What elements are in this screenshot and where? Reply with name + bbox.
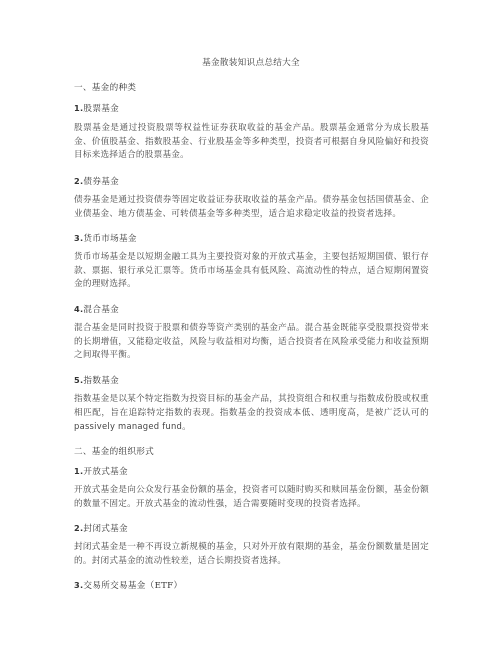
item-title: 混合基金 <box>83 305 119 315</box>
section-heading: 二、基金的组织形式 <box>74 447 155 457</box>
paragraph-text: 指数基金是以某个特定指数为投资目标的基金产品，其投资组合和权重与指数成份股或权重相匹配，旨在追踪特定指数的表现。指数基金的投资成本低、透明度高，是被广泛认可的 <box>74 394 429 418</box>
item-paragraph: 股票基金是通过投资股票等权益性证券获取收益的基金产品。股票基金通常分为成长股基金、价值股基金、指数股基金、行业股基金等多种类型，投资者可根据自身风险偏好和投资目标来选择适合的股票基金。 <box>74 123 429 161</box>
item-heading <box>74 102 429 115</box>
item-heading <box>74 522 429 535</box>
item-title: 开放式基金 <box>83 467 128 477</box>
item-heading <box>74 232 429 245</box>
item-title: 封闭式基金 <box>83 524 128 534</box>
item-paragraph <box>74 393 429 435</box>
document-title: 基金散装知识点总结大全 <box>202 58 300 68</box>
item-number: 4. <box>74 304 84 314</box>
item-paragraph: 债券基金是通过投资债券等固定收益证券获取收益的基金产品。债券基金包括国债基金、企业债基金、地方债基金、可转债基金等多种类型，适合追求稳定收益的投资者选择。 <box>74 195 429 219</box>
item-number: 1. <box>74 466 84 476</box>
item-heading <box>74 465 429 478</box>
item-heading <box>74 374 429 387</box>
item-title: 指数基金 <box>83 376 119 386</box>
paragraph-latin-text: passively managed fund <box>74 421 183 432</box>
paragraph-end-punct: 。 <box>182 422 191 433</box>
item-paragraph: 混合基金是同时投资于股票和债券等资产类别的基金产品。混合基金既能享受股票投资带来的长期增值，又能稳定收益，风险与收益相对均衡，适合投资者在风险承受能力和收益预期之间取得平衡。 <box>74 323 429 361</box>
item-heading <box>74 579 429 592</box>
item-number: 2. <box>74 176 84 186</box>
item-number: 1. <box>74 103 84 113</box>
section-heading: 一、基金的种类 <box>74 83 137 93</box>
item-heading <box>74 303 429 316</box>
item-title: 股票基金 <box>83 104 119 114</box>
item-paragraph: 封闭式基金是一种不再设立新规模的基金，只对外开放有限期的基金，基金份额数量是固定的。封闭式基金的流动性较差，适合长期投资者选择。 <box>74 542 429 566</box>
item-title: 交易所交易基金（ETF） <box>83 581 183 591</box>
item-number: 3. <box>74 233 84 243</box>
item-title: 货币市场基金 <box>83 234 137 244</box>
item-number: 2. <box>74 523 84 533</box>
item-paragraph: 开放式基金是向公众发行基金份额的基金，投资者可以随时购买和赎回基金份额，基金份额的数量不固定。开放式基金的流动性强，适合需要随时变现的投资者选择。 <box>74 485 429 509</box>
item-paragraph: 货币市场基金是以短期金融工具为主要投资对象的开放式基金，主要包括短期国债、银行存款、票据、银行承兑汇票等。货币市场基金具有低风险、高流动性的特点，适合短期闲置资金的理财选择。 <box>74 252 429 290</box>
item-number: 3. <box>74 580 84 590</box>
item-number: 5. <box>74 375 84 385</box>
item-heading <box>74 175 429 188</box>
item-title: 债券基金 <box>83 177 119 187</box>
